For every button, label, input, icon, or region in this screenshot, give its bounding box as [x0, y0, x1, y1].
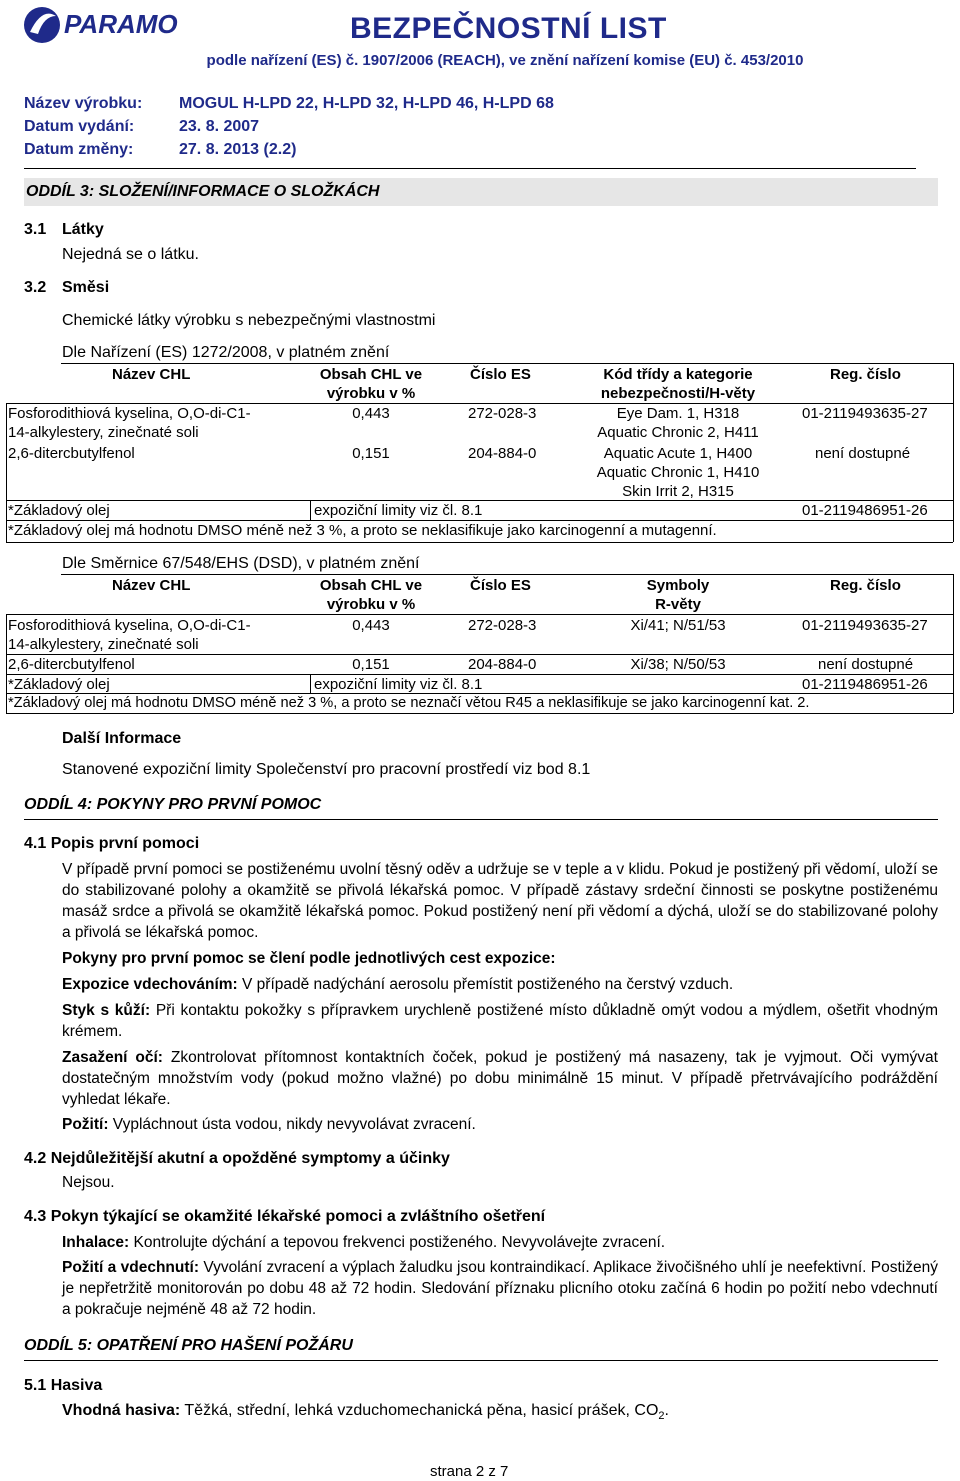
- issued-value: 23. 8. 2007: [179, 118, 260, 135]
- section4-title: ODDÍL 4: POKYNY PRO PRVNÍ POMOC: [24, 796, 322, 813]
- skin-paragraph: [62, 1000, 938, 1042]
- clp-row2-name: 2,6-ditercbutylfenol: [8, 445, 135, 462]
- s43-title: 4.3 Pokyn týkající se okamžité lékařské pomoci a zvláštního ošetření: [24, 1208, 546, 1225]
- ingestion2-text: Vyvolání zvracení a výplach žaludku jsou kontraindikací. Aplikace živočišného uhlí je neefektivní. Postižený je nepřetržitě monitorován po dobu 48 až 72 hodin. Sledování příznaku plicního otoku začíná 6 hodin po požití nebo vdechnutí a pokračuje nejméně 48 až 72 hodin.: [62, 1259, 938, 1318]
- clp-row1-reg: 01-2119493635-27: [802, 405, 928, 422]
- clp-row2-reg: není dostupné: [815, 445, 911, 462]
- dsd-header-name: Název CHL: [112, 577, 191, 594]
- clp-header-code-2: nebezpečnosti/H-věty: [600, 385, 756, 402]
- dsd-header-reg: Reg. číslo: [830, 577, 901, 594]
- dsd-base-limit: expoziční limity viz čl. 8.1: [314, 676, 483, 693]
- inhalation2-text: Kontrolujte dýchání a tepovou frekvenci postiženého. Nevyvolávejte zvracení.: [129, 1234, 666, 1251]
- clp-heading: Dle Nařízení (ES) 1272/2008, v platném znění: [62, 344, 390, 361]
- extinguish-subscript: 2: [658, 1410, 665, 1423]
- paramo-logo: [20, 2, 205, 48]
- dsd-row1-sym: Xi/41; N/51/53: [630, 617, 726, 634]
- dsd-row2-sym: Xi/38; N/50/53: [630, 656, 726, 673]
- product-row: [24, 95, 554, 113]
- dsd-header-rphrases: R-věty: [655, 596, 701, 613]
- s42-title: 4.2 Nejdůležitější akutní a opožděné symptomy a účinky: [24, 1150, 450, 1167]
- more-info-text: Stanovené expoziční limity Společenství pro pracovní prostředí viz bod 8.1: [62, 761, 591, 778]
- skin-text: Při kontaktu pokožky s přípravkem urychleně postižené místo důkladně omýt vodou a mýdlem, ošetřit vhodným krémem.: [62, 1002, 939, 1040]
- dsd-row1-name-1: Fosforodithiová kyselina, O,O-di-C1-: [8, 617, 251, 634]
- eye-paragraph: [62, 1047, 938, 1110]
- s32-title: Směsi: [62, 279, 110, 296]
- dsd-header-symbols: Symboly: [646, 577, 710, 594]
- s42-text: Nejsou.: [62, 1174, 115, 1191]
- clp-row2-code-3: Skin Irrit 2, H315: [622, 483, 734, 500]
- inhalation2-paragraph: [62, 1232, 938, 1253]
- more-info-title: Další Informace: [62, 730, 182, 747]
- extinguish-label: Vhodná hasiva:: [62, 1402, 181, 1419]
- clp-header-content-1: Obsah CHL ve: [319, 366, 423, 383]
- dsd-base-name: *Základový olej: [8, 676, 110, 693]
- clp-note: *Základový olej má hodnotu DMSO méně než 3 %, a proto se neklasifikuje jako karcinogenní a mutagenní.: [8, 522, 717, 539]
- changed-label: Datum změny:: [24, 141, 134, 158]
- s32-number: 3.2: [24, 279, 47, 296]
- section5-rule: [24, 1360, 938, 1361]
- clp-header-name: Název CHL: [112, 366, 191, 383]
- dsd-header-content-2: výrobku v %: [326, 596, 416, 613]
- ingestion-paragraph: [62, 1114, 938, 1135]
- dsd-heading: Dle Směrnice 67/548/EHS (DSD), v platném znění: [62, 555, 420, 572]
- changed-row: [24, 141, 296, 159]
- inhalation-text: V případě nadýchání aerosolu přemístit postiženého na čerstvý vzduch.: [237, 976, 734, 993]
- dsd-row2-content: 0,151: [352, 656, 390, 673]
- clp-row2-es: 204-884-0: [468, 445, 537, 462]
- clp-header-code-1: Kód třídy a kategorie: [603, 366, 753, 383]
- clp-base-name: *Základový olej: [8, 502, 110, 519]
- dsd-note: *Základový olej má hodnotu DMSO méně než 3 %, a proto se neznačí větou R45 a neklasifikuje se jako karcinogenní kat. 2.: [8, 695, 810, 711]
- section5-title: ODDÍL 5: OPATŘENÍ PRO HAŠENÍ POŽÁRU: [24, 1337, 353, 1354]
- s31-number: 3.1: [24, 221, 47, 238]
- extinguish-paragraph: [62, 1402, 669, 1422]
- ingestion2-label: Požití a vdechnutí:: [62, 1259, 199, 1276]
- dsd-row1-content: 0,443: [352, 617, 390, 634]
- clp-header-content-2: výrobku v %: [326, 385, 416, 402]
- clp-row1-name-2: 14-alkylestery, zinečnaté soli: [8, 424, 199, 441]
- dsd-row1-reg: 01-2119493635-27: [802, 617, 928, 634]
- header-rule: [24, 168, 916, 169]
- inhalation-paragraph: [62, 974, 938, 995]
- dsd-header-es: Číslo ES: [470, 577, 531, 594]
- issued-row: [24, 118, 259, 136]
- document-title: BEZPEČNOSTNÍ LIST: [350, 12, 667, 45]
- clp-row1-code-2: Aquatic Chronic 2, H411: [597, 424, 759, 441]
- dsd-base-reg: 01-2119486951-26: [802, 676, 928, 693]
- clp-row2-code-2: Aquatic Chronic 1, H410: [596, 464, 760, 481]
- dsd-row2-es: 204-884-0: [468, 656, 537, 673]
- clp-row1-content: 0,443: [352, 405, 390, 422]
- clp-row2-code-1: Aquatic Acute 1, H400: [603, 445, 753, 462]
- eye-text: Zkontrolovat přítomnost kontaktních čoček, pokud je postižený má nasazeny, tak je vyjmout. Oči vymývat dostatečným množstvím vody (pokud možno vlažné) po dobu minimálně 15 minut. V případě přetrvávajícího podráždění vyhledat lékaře.: [62, 1049, 938, 1108]
- dsd-header-content-1: Obsah CHL ve: [319, 577, 423, 594]
- s41-text: V případě první pomoci se postiženému uvolní těsný oděv a udržuje se v teple a v klidu. Pokud je postižený při vědomí, uloží se do stabilizované polohy a okamžitě se přivolá lékařská pomoc. V případě zástavy srdeční činnosti se poskytne postiženému masáž srdce a přivolá se okamžitě lékařská pomoc. Pokud postižený není při vědomí a dýchá, uloží se do stabilizované polohy a přivolá se lékařská pomoc.: [62, 861, 938, 941]
- dsd-row2-name: 2,6-ditercbutylfenol: [8, 656, 135, 673]
- product-value: MOGUL H-LPD 22, H-LPD 32, H-LPD 46, H-LPD 68: [179, 95, 554, 112]
- extinguish-end: .: [664, 1402, 669, 1419]
- skin-label: Styk s kůží:: [62, 1002, 151, 1019]
- page-number: strana 2 z 7: [430, 1463, 509, 1480]
- s31-title: Látky: [62, 221, 104, 238]
- dsd-row1-name-2: 14-alkylestery, zinečnaté soli: [8, 636, 199, 653]
- extinguish-text: Těžká, střední, lehká vzduchomechanická pěna, hasicí prášek, CO: [180, 1402, 659, 1419]
- clp-row1-name-1: Fosforodithiová kyselina, O,O-di-C1-: [8, 405, 251, 422]
- dsd-row1-es: 272-028-3: [468, 617, 537, 634]
- inhalation-label: Expozice vdechováním:: [62, 976, 238, 993]
- clp-header-reg: Reg. číslo: [830, 366, 901, 383]
- chem-heading: Chemické látky výrobku s nebezpečnými vlastnostmi: [62, 312, 436, 329]
- ingestion2-paragraph: [62, 1257, 938, 1320]
- ingestion-text: Vypláchnout ústa vodou, nikdy nevyvolávat zvracení.: [108, 1116, 476, 1133]
- product-label: Název výrobku:: [24, 95, 143, 112]
- section4-rule: [24, 819, 938, 820]
- eye-label: Zasažení očí:: [62, 1049, 163, 1066]
- svg-text:PARAMO: PARAMO: [64, 9, 178, 39]
- clp-row1-code-1: Eye Dam. 1, H318: [616, 405, 740, 422]
- dsd-row2-reg: není dostupné: [818, 656, 914, 673]
- routes-title: Pokyny pro první pomoc se člení podle jednotlivých cest expozice:: [62, 950, 556, 967]
- s51-title: 5.1 Hasiva: [24, 1377, 103, 1394]
- document-subtitle: podle nařízení (ES) č. 1907/2006 (REACH), ve znění nařízení komise (EU) č. 453/2010: [206, 52, 804, 69]
- clp-base-reg: 01-2119486951-26: [802, 502, 928, 519]
- section3-title: ODDÍL 3: SLOŽENÍ/INFORMACE O SLOŽKÁCH: [24, 178, 938, 206]
- changed-value: 27. 8. 2013 (2.2): [179, 141, 297, 158]
- clp-header-es: Číslo ES: [470, 366, 531, 383]
- clp-row2-content: 0,151: [352, 445, 390, 462]
- clp-row1-es: 272-028-3: [468, 405, 537, 422]
- clp-base-limit: expoziční limity viz čl. 8.1: [314, 502, 483, 519]
- inhalation2-label: Inhalace:: [62, 1234, 130, 1251]
- s31-text: Nejedná se o látku.: [62, 246, 199, 263]
- ingestion-label: Požití:: [62, 1116, 109, 1133]
- issued-label: Datum vydání:: [24, 118, 135, 135]
- s41-title: 4.1 Popis první pomoci: [24, 835, 200, 852]
